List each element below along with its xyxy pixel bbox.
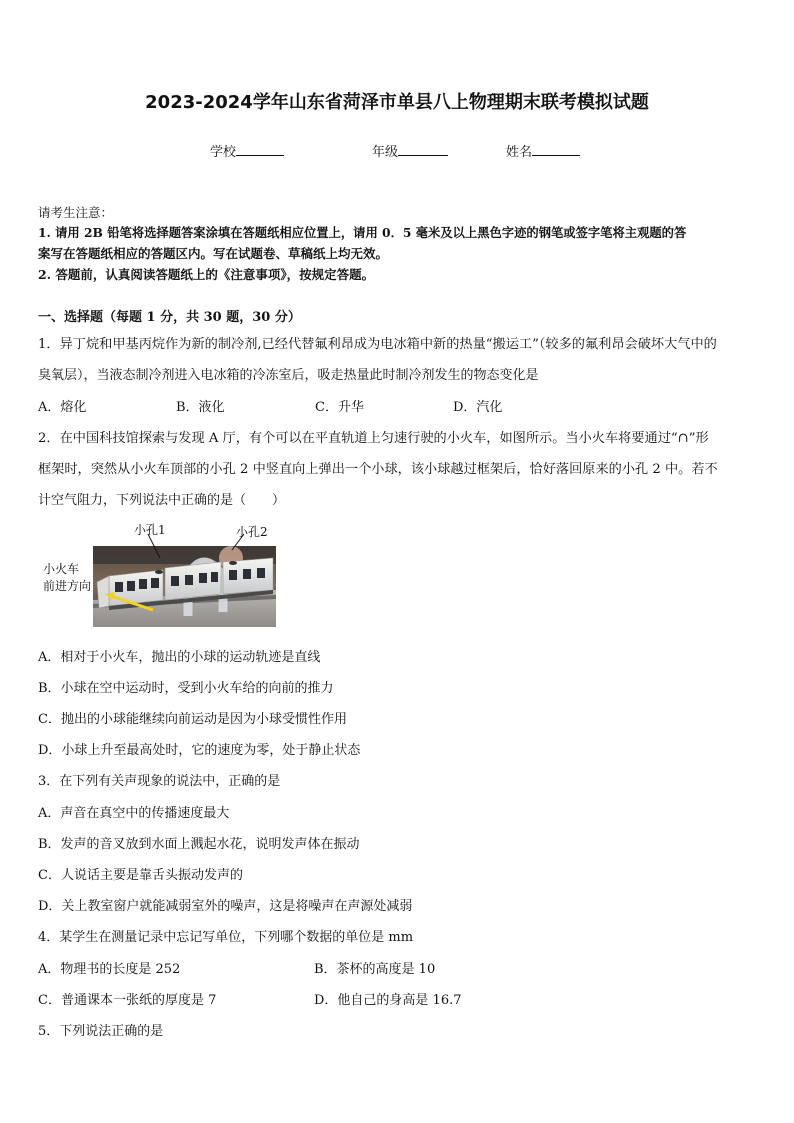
grade-field [372, 141, 448, 160]
notice-item-1-line-1: 1. 请用 2B 铅笔将选择题答案涂填在答题纸相应位置上，请用 0．5 毫米及以上黑色字迹的钢笔或签字笔将主观题的答 [38, 225, 687, 240]
figure-label-train-1: 小火车 [43, 562, 80, 576]
q2-option-b: B．小球在空中运动时，受到小火车给的向前的推力 [38, 681, 334, 696]
q4-option-d: D．他自己的身高是 16.7 [314, 993, 462, 1008]
q4-option-a: A．物理书的长度是 252 [38, 962, 181, 977]
q3-option-a: A．声音在真空中的传播速度最大 [38, 806, 230, 821]
grade-label: 年级 [372, 145, 399, 160]
q3-option-d: D．关上教室窗户就能减弱室外的噪声，这是将噪声在声源处减弱 [38, 899, 413, 914]
q3-option-c: C．人说话主要是靠舌头振动发声的 [38, 868, 243, 883]
pointer-hole-2 [232, 534, 244, 550]
q2-stem-line-1: 2．在中国科技馆探索与发现 A 厅，有个可以在平直轨道上匀速行驶的小火车，如图所示。当小火车将要通过“∩”形 [38, 431, 709, 446]
figure-label-hole-2: 小孔2 [236, 525, 268, 539]
notice-item-1-line-2: 案写在答题纸相应的答题区内。写在试题卷、草稿纸上均无效。 [38, 246, 389, 261]
q2-option-a: A．相对于小火车，抛出的小球的运动轨迹是直线 [38, 650, 321, 665]
figure-pointer-lines [140, 532, 250, 562]
figure-label-hole-1: 小孔1 [134, 523, 166, 537]
q1-option-a: A．熔化 [38, 400, 87, 415]
q2-option-c: C．抛出的小球能继续向前运动是因为小球受惯性作用 [38, 712, 347, 727]
q4-option-c: C．普通课本一张纸的厚度是 7 [38, 993, 217, 1008]
q2-stem-line-3: 计空气阻力，下列说法中正确的是（ ） [38, 493, 286, 508]
pointer-hole-1 [148, 534, 160, 558]
school-field [210, 141, 284, 160]
q1-option-b: B．液化 [176, 400, 225, 415]
q2-stem-line-2: 框架时，突然从小火车顶部的小孔 2 中竖直向上弹出一个小球，该小球越过框架后，恰好落回原来的小孔 2 中。若不 [38, 462, 718, 477]
page-title: 2023-2024学年山东省菏泽市单县八上物理期末联考模拟试题 [145, 92, 649, 113]
q1-option-c: C．升华 [315, 400, 364, 415]
q1-option-d: D．汽化 [453, 400, 503, 415]
q4-option-b: B．茶杯的高度是 10 [314, 962, 436, 977]
q3-stem: 3．在下列有关声现象的说法中，正确的是 [38, 774, 281, 789]
name-label: 姓名 [506, 145, 533, 160]
name-field [506, 141, 580, 160]
q3-option-b: B．发声的音叉放到水面上溅起水花，说明发声体在振动 [38, 837, 360, 852]
school-label: 学校 [210, 145, 237, 160]
q4-stem: 4．某学生在测量记录中忘记写单位，下列哪个数据的单位是 mm [38, 930, 414, 945]
grade-blank [398, 143, 448, 156]
notice-item-2: 2. 答题前，认真阅读答题纸上的《注意事项》，按规定答题。 [38, 267, 375, 282]
section-heading: 一、选择题（每题 1 分，共 30 题，30 分） [38, 310, 301, 325]
q1-stem-line-1: 1．异丁烷和甲基丙烷作为新的制冷剂,已经代替氟利昂成为电冰箱中新的热量“搬运工”（较多的氟利昂会破坏大气中的 [38, 337, 717, 352]
q2-option-d: D．小球上升至最高处时，它的速度为零，处于静止状态 [38, 743, 361, 758]
school-blank [236, 143, 284, 156]
q1-stem-line-2: 臭氧层），当液态制冷剂进入电冰箱的冷冻室后，吸走热量此时制冷剂发生的物态变化是 [38, 368, 539, 383]
notice-heading: 请考生注意： [38, 205, 114, 220]
name-blank [532, 143, 580, 156]
figure-label-train-2: 前进方向 [43, 579, 92, 593]
q5-stem: 5．下列说法正确的是 [38, 1024, 164, 1039]
